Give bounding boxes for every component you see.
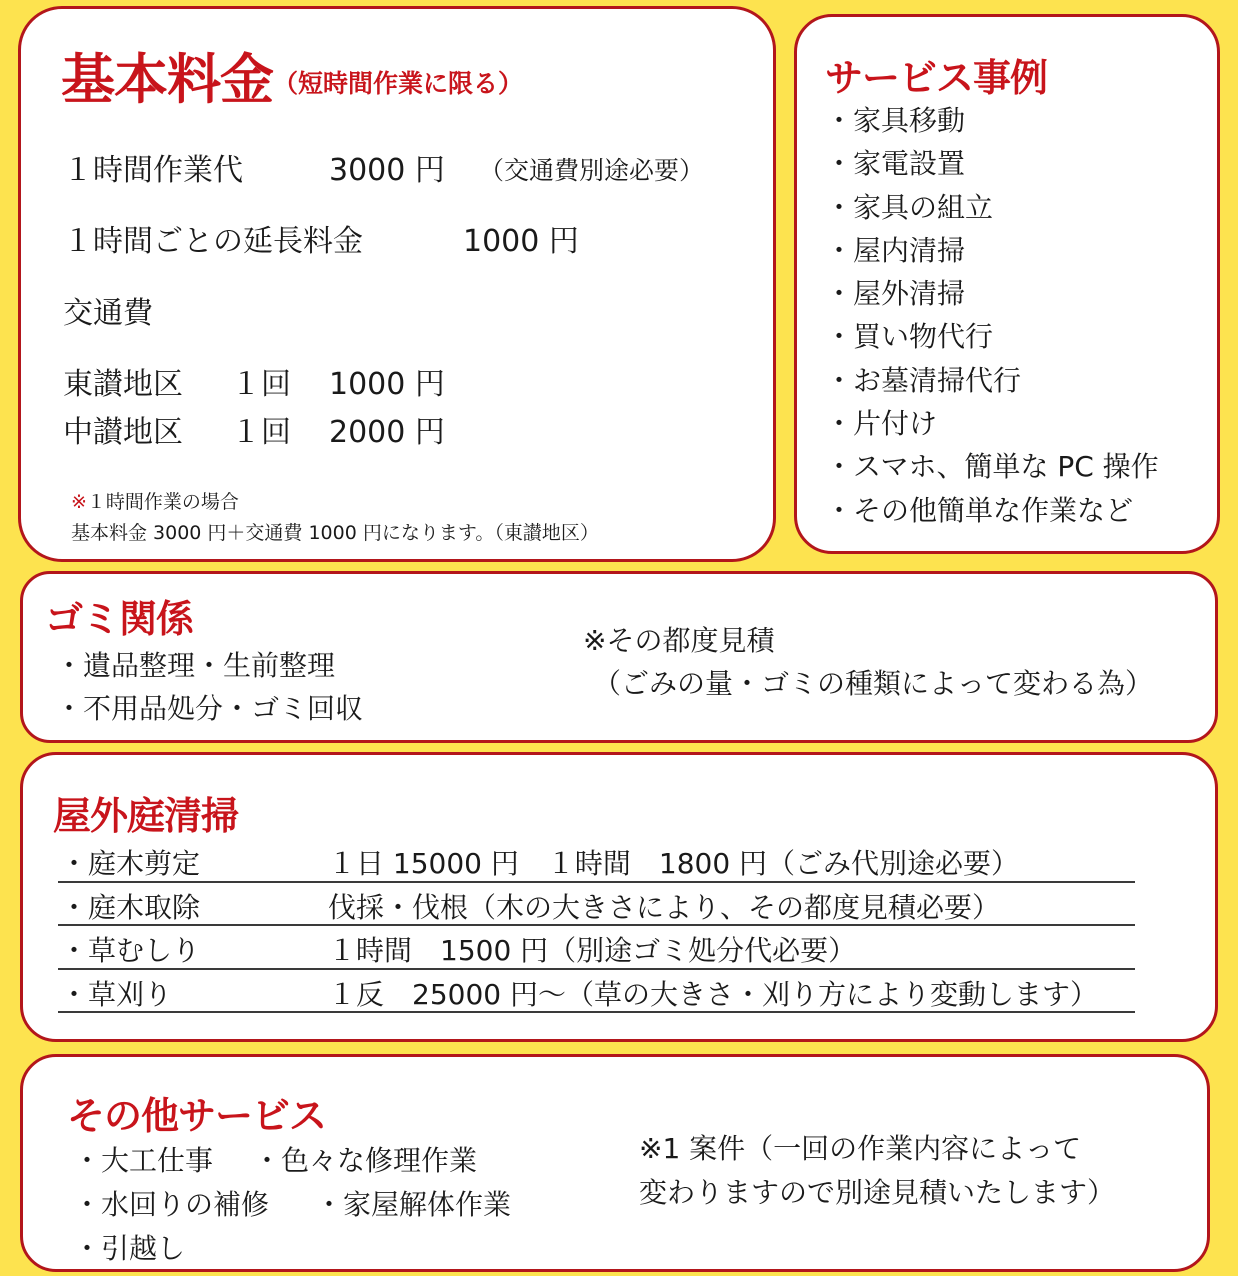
garden-service-detail: １日 15000 円 １時間 1800 円（ごみ代別途必要） bbox=[328, 847, 1020, 880]
basic-fee-heading bbox=[61, 37, 523, 114]
garden-table bbox=[58, 839, 1135, 1013]
list-item: ・その他簡単な作業など bbox=[825, 493, 1134, 527]
basic-note-text: １時間作業の場合 bbox=[86, 491, 239, 513]
table-row bbox=[58, 839, 1135, 883]
list-item: ・屋内清掃 bbox=[825, 233, 966, 267]
trash-item: ・不用品処分・ゴミ回収 bbox=[55, 692, 364, 725]
transport-price-east: 1000 円 bbox=[329, 367, 445, 402]
list-item: ・片付け bbox=[825, 407, 938, 441]
service-cases-list bbox=[825, 99, 1159, 532]
list-item: ・家具移動 bbox=[825, 104, 966, 137]
table-row bbox=[58, 926, 1135, 970]
trash-item: ・遺品整理・生前整理 bbox=[55, 649, 336, 682]
other-note-line2: 変わりますので別途見積いたします） bbox=[639, 1176, 1116, 1209]
basic-note-line2: 基本料金 3000 円＋交通費 1000 円になります。（東讃地区） bbox=[71, 522, 599, 544]
trash-title: ゴミ関係 bbox=[45, 597, 194, 641]
list-item: ・屋外清掃 bbox=[825, 277, 966, 311]
hourly-label: １時間作業代 bbox=[63, 153, 243, 188]
other-item: ・引越し bbox=[73, 1232, 186, 1265]
garden-service-detail: 伐採・伐根（木の大きさにより、その都度見積必要） bbox=[328, 890, 1001, 924]
list-item: ・スマホ、簡単な PC 操作 bbox=[825, 450, 1159, 484]
other-services-title: その他サービス bbox=[67, 1094, 327, 1138]
hourly-price: 3000 円 bbox=[329, 153, 445, 188]
other-note-line1: ※1 案件（一回の作業内容によって bbox=[639, 1132, 1082, 1165]
service-cases-card bbox=[794, 14, 1220, 554]
garden-service-name: ・庭木剪定 bbox=[60, 847, 201, 880]
transport-times-east: １回 bbox=[231, 367, 291, 402]
basic-fee-title: 基本料金 bbox=[61, 48, 273, 111]
garden-card bbox=[20, 752, 1218, 1042]
basic-fee-card bbox=[18, 6, 776, 562]
extension-label: １時間ごとの延長料金 bbox=[63, 224, 363, 259]
garden-service-name: ・草むしり bbox=[60, 934, 201, 967]
other-item: ・家屋解体作業 bbox=[315, 1188, 512, 1221]
trash-card bbox=[20, 571, 1218, 743]
garden-service-name: ・庭木取除 bbox=[60, 890, 201, 924]
service-cases-title: サービス事例 bbox=[825, 56, 1048, 100]
note-mark: ※ bbox=[71, 491, 87, 513]
transport-price-central: 2000 円 bbox=[329, 415, 445, 450]
other-item: ・大工仕事 bbox=[73, 1144, 214, 1177]
transport-label: 交通費 bbox=[63, 296, 153, 331]
list-item: ・お墓清掃代行 bbox=[825, 363, 1022, 397]
table-row bbox=[58, 883, 1135, 927]
list-item: ・家具の組立 bbox=[825, 190, 994, 224]
extension-price: 1000 円 bbox=[463, 224, 579, 259]
list-item: ・家電設置 bbox=[825, 147, 966, 181]
other-item: ・色々な修理作業 bbox=[253, 1144, 478, 1177]
table-row bbox=[58, 970, 1135, 1014]
hourly-note: （交通費別途必要） bbox=[479, 156, 705, 185]
other-services-card bbox=[20, 1054, 1210, 1272]
garden-service-detail: １時間 1500 円（別途ゴミ処分代必要） bbox=[328, 934, 857, 967]
other-item: ・水回りの補修 bbox=[73, 1188, 270, 1221]
trash-note-line1: ※その都度見積 bbox=[583, 624, 775, 657]
basic-fee-subtitle: （短時間作業に限る） bbox=[273, 69, 524, 98]
garden-title: 屋外庭清掃 bbox=[53, 794, 239, 838]
garden-service-detail: １反 25000 円～（草の大きさ・刈り方により変動します） bbox=[328, 977, 1098, 1011]
list-item: ・買い物代行 bbox=[825, 320, 994, 354]
trash-note-line2: （ごみの量・ゴミの種類によって変わる為） bbox=[593, 667, 1154, 700]
garden-service-name: ・草刈り bbox=[60, 977, 173, 1011]
transport-area-central: 中讃地区 bbox=[63, 415, 183, 450]
basic-note-line1 bbox=[71, 487, 239, 514]
transport-times-central: １回 bbox=[231, 415, 291, 450]
transport-area-east: 東讃地区 bbox=[63, 367, 183, 402]
